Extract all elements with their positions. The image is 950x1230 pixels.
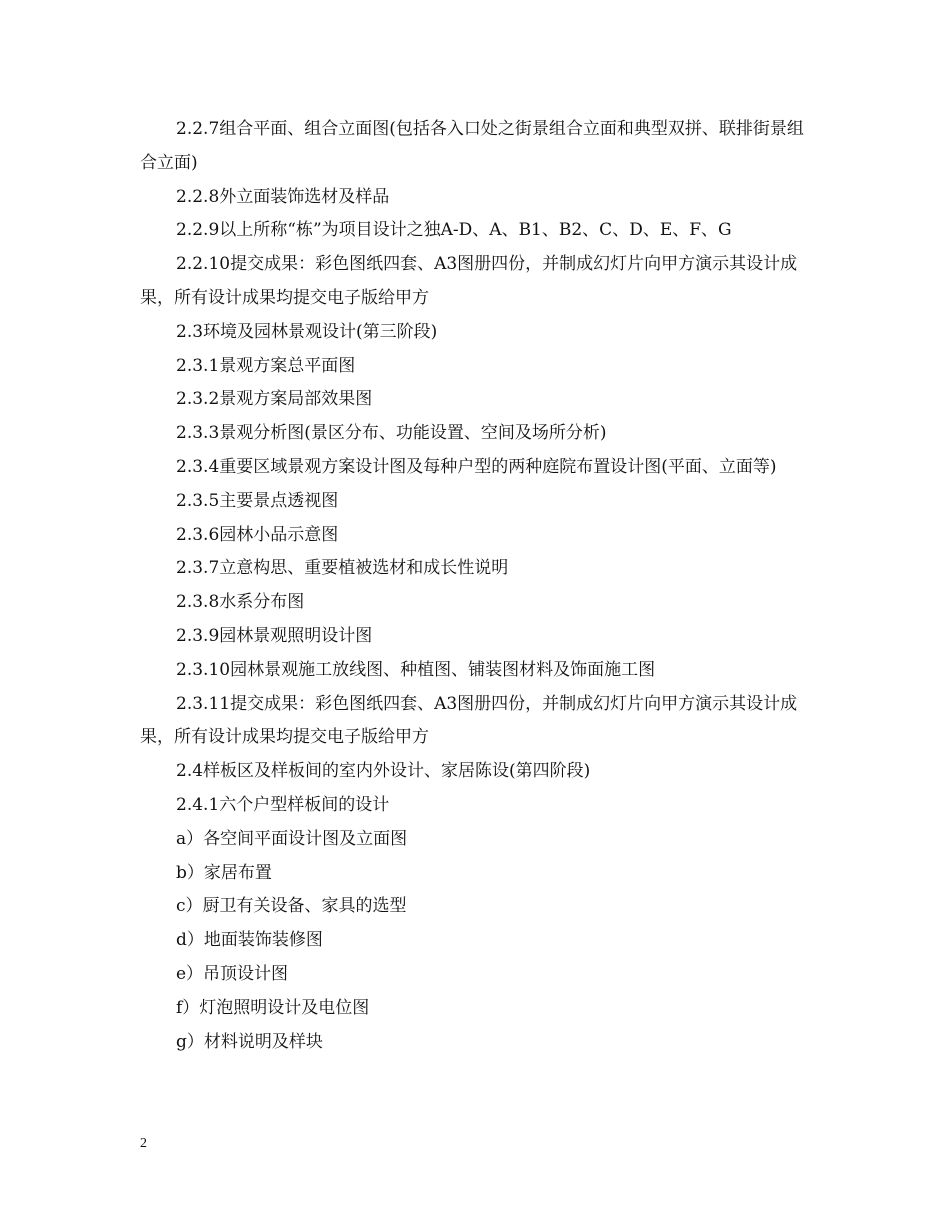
paragraph-2-3-2: 2.3.2景观方案局部效果图 bbox=[176, 389, 373, 410]
list-item-d: d）地面装饰装修图 bbox=[176, 930, 323, 951]
heading-2-4: 2.4样板区及样板间的室内外设计、家居陈设(第四阶段) bbox=[176, 761, 591, 782]
list-item-e: e）吊顶设计图 bbox=[176, 963, 289, 984]
paragraph-2-3-8: 2.3.8水系分布图 bbox=[176, 592, 305, 613]
paragraph-2-3-7: 2.3.7立意构思、重要植被选材和成长性说明 bbox=[176, 558, 509, 579]
paragraph-2-3-1: 2.3.1景观方案总平面图 bbox=[176, 355, 356, 376]
list-item-a: a）各空间平面设计图及立面图 bbox=[176, 828, 408, 849]
list-item-g: g）材料说明及样块 bbox=[176, 1031, 323, 1052]
list-item-f: f）灯泡照明设计及电位图 bbox=[176, 997, 370, 1018]
paragraph-2-2-7: 2.2.7组合平面、组合立面图(包括各入口处之街景组合立面和典型双拼、联排街景组合立面) bbox=[140, 119, 804, 173]
paragraph-2-3-6: 2.3.6园林小品示意图 bbox=[176, 524, 339, 545]
paragraph-2-3-4: 2.3.4重要区域景观方案设计图及每种户型的两种庭院布置设计图(平面、立面等) bbox=[176, 456, 777, 477]
page-number: 2 bbox=[140, 1136, 147, 1151]
heading-2-3: 2.3环境及园林景观设计(第三阶段) bbox=[176, 321, 438, 342]
paragraph-2-4-1: 2.4.1六个户型样板间的设计 bbox=[176, 794, 390, 815]
paragraph-2-2-9: 2.2.9以上所称“栋”为项目设计之独A-D、A、B1、B2、C、D、E、F、G bbox=[176, 220, 732, 241]
paragraph-2-3-9: 2.3.9园林景观照明设计图 bbox=[176, 625, 373, 646]
document-body bbox=[140, 113, 812, 1059]
paragraph-2-3-3: 2.3.3景观分析图(景区分布、功能设置、空间及场所分析) bbox=[176, 423, 607, 444]
paragraph-2-3-5: 2.3.5主要景点透视图 bbox=[176, 490, 339, 511]
list-item-b: b）家居布置 bbox=[176, 862, 272, 883]
paragraph-2-3-11: 2.3.11提交成果：彩色图纸四套、A3图册四份，并制成幻灯片向甲方演示其设计成果，所有设计成果均提交电子版给甲方 bbox=[140, 693, 798, 748]
paragraph-2-2-10: 2.2.10提交成果：彩色图纸四套、A3图册四份，并制成幻灯片向甲方演示其设计成果，所有设计成果均提交电子版给甲方 bbox=[140, 254, 798, 308]
paragraph-2-2-8: 2.2.8外立面装饰选材及样品 bbox=[176, 186, 390, 207]
list-item-c: c）厨卫有关设备、家具的选型 bbox=[176, 896, 407, 917]
paragraph-2-3-10: 2.3.10园林景观施工放线图、种植图、铺装图材料及饰面施工图 bbox=[176, 659, 656, 680]
